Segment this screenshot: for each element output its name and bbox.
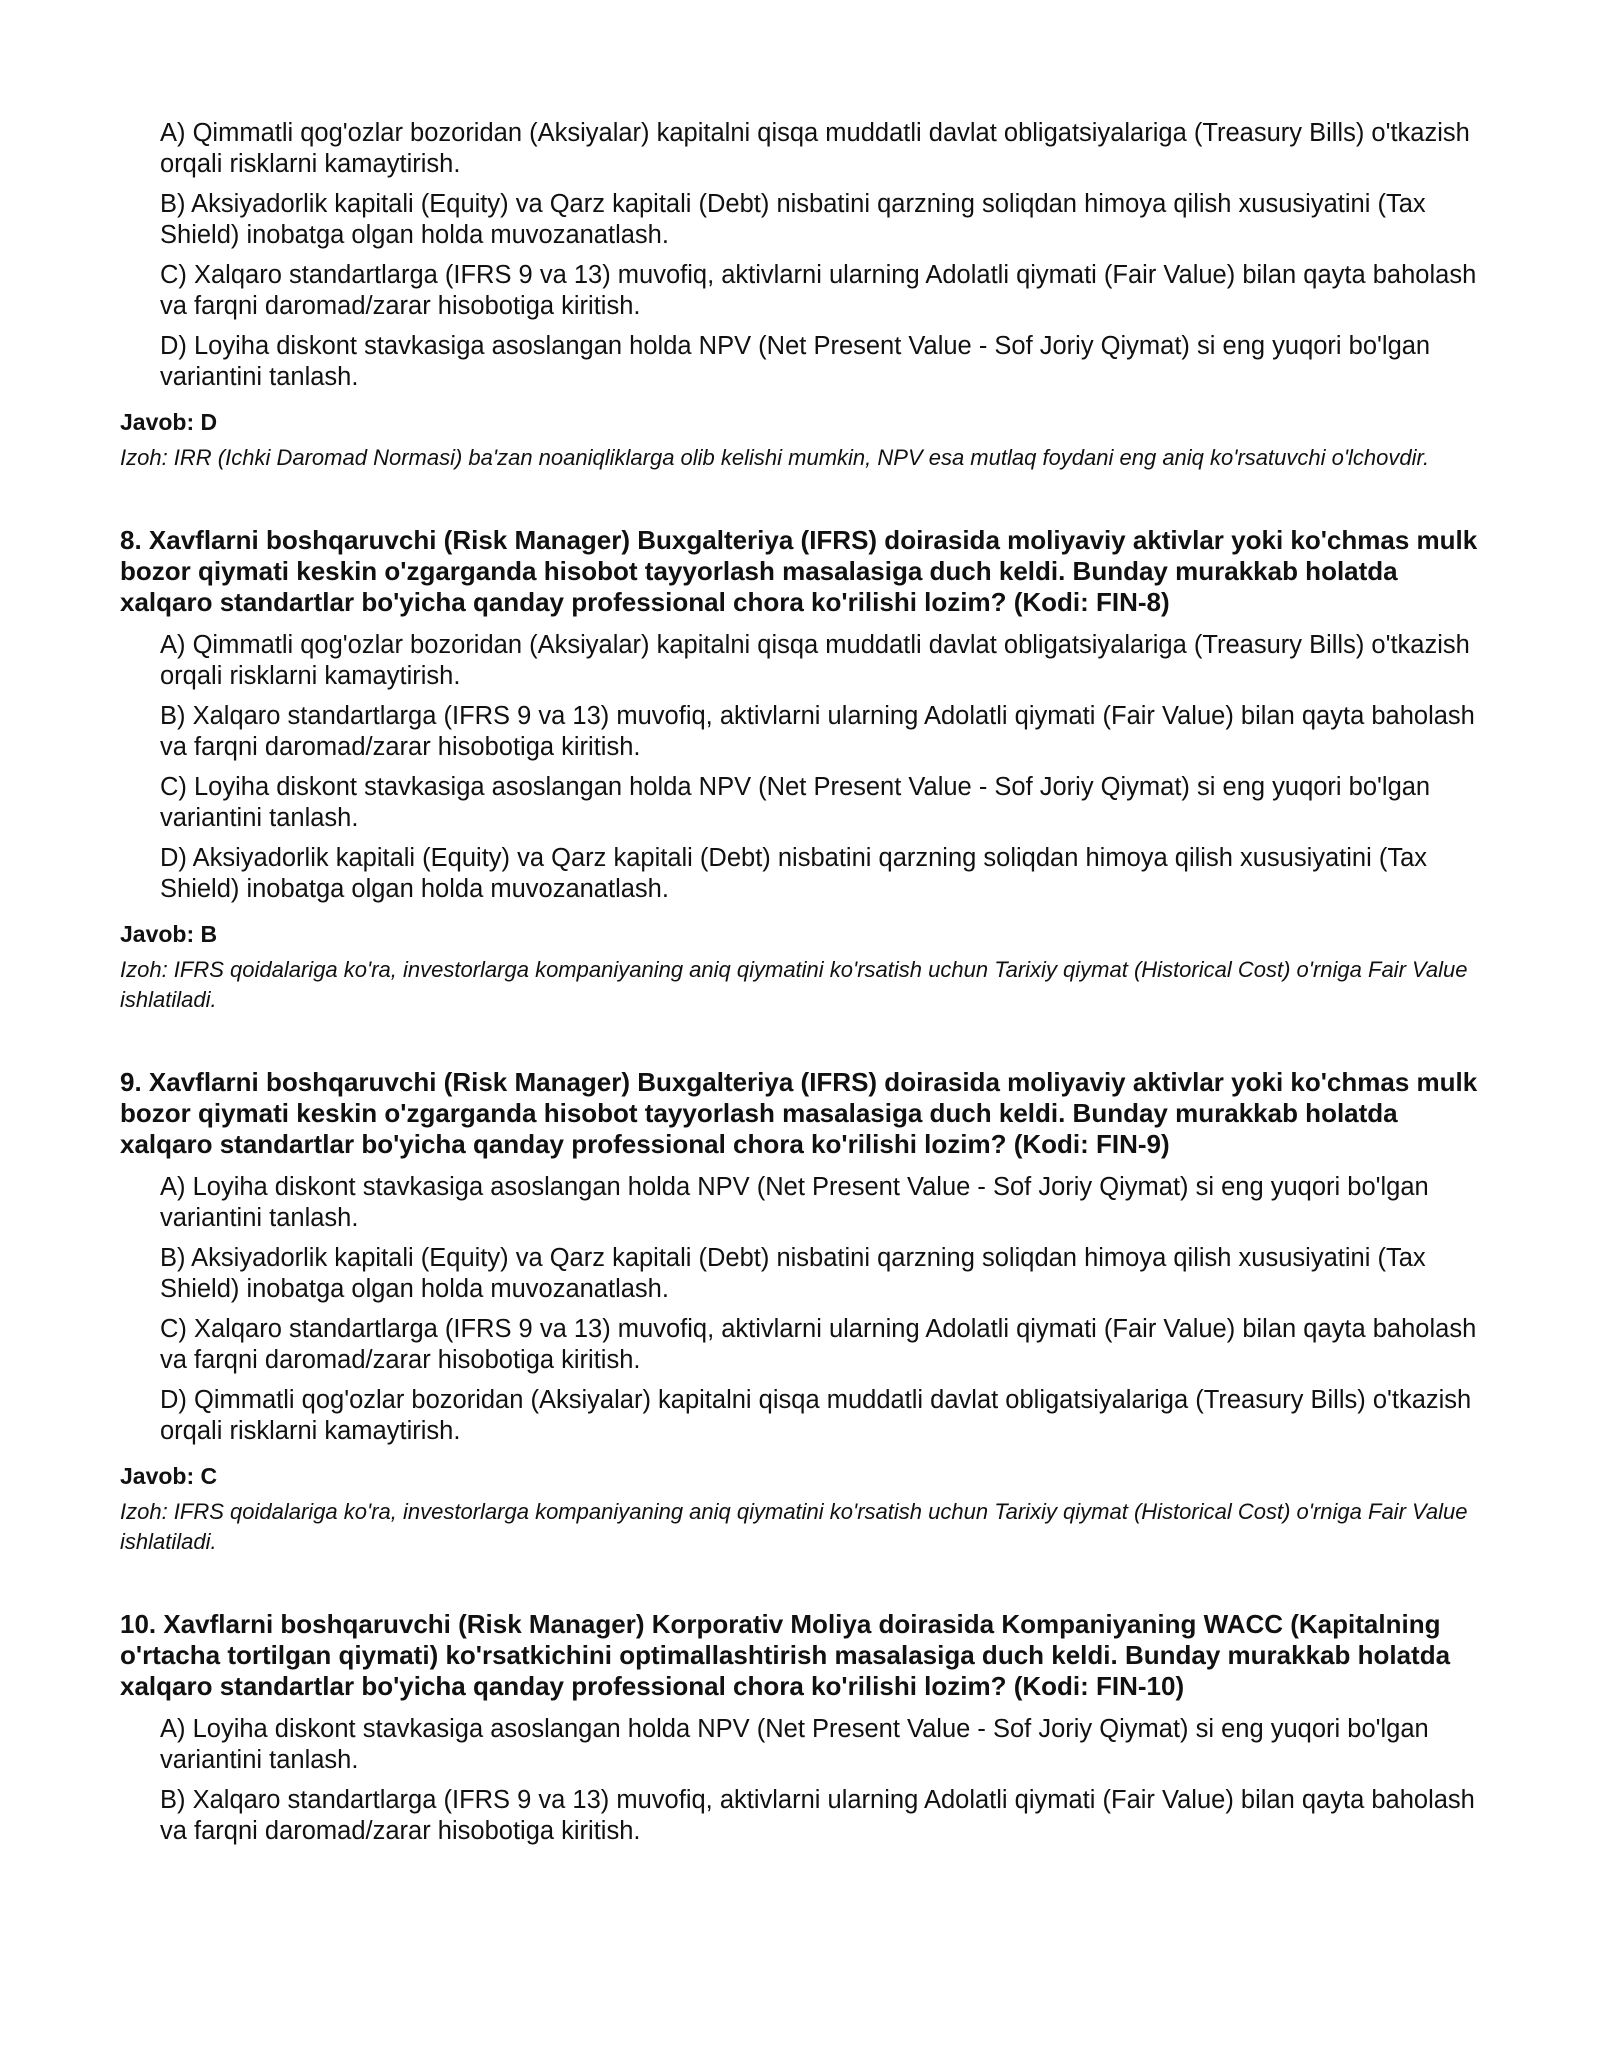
explanation-note: Izoh: IFRS qoidalariga ko'ra, investorlarga kompaniyaning aniq qiymatini ko'rsatish uchun Tarixiy qiymat (Historical Cost) o'rniga Fair Value ishlatiladi. [120, 957, 1468, 1012]
option-b: B) Xalqaro standartlarga (IFRS 9 va 13) muvofiq, aktivlarni ularning Adolatli qiymati (Fair Value) bilan qayta baholash va farqni daromad/zarar hisobotiga kiritish. [160, 1786, 1475, 1845]
question-text: 10. Xavflarni boshqaruvchi (Risk Manager) Korporativ Moliya doirasida Kompaniyaning WACC (Kapitalning o'rtacha tortilgan qiymati) ko'rsatkichini optimallashtirish masalasiga duch keldi. Bunday murakkab holatda xalqaro standartlar bo'yicha qanday professional chora ko'rilishi lozim? (Kodi: FIN-10) [120, 1609, 1451, 1701]
option-b: B) Aksiyadorlik kapitali (Equity) va Qarz kapitali (Debt) nisbatini qarzning soliqdan himoya qilish xususiyatini (Tax Shield) inobatga olgan holda muvozanatlash. [160, 1244, 1426, 1303]
answer-line: Javob: B [120, 921, 218, 947]
question-block-8 [120, 525, 1480, 1015]
option-c: C) Xalqaro standartlarga (IFRS 9 va 13) muvofiq, aktivlarni ularning Adolatli qiymati (Fair Value) bilan qayta baholash va farqni daromad/zarar hisobotiga kiritish. [160, 1315, 1477, 1374]
answer-line: Javob: D [120, 409, 218, 435]
option-a: A) Qimmatli qog'ozlar bozoridan (Aksiyalar) kapitalni qisqa muddatli davlat obligatsiyalariga (Treasury Bills) o'tkazish orqali risklarni kamaytirish. [160, 119, 1470, 178]
question-text: 9. Xavflarni boshqaruvchi (Risk Manager) Buxgalteriya (IFRS) doirasida moliyaviy aktivlar yoki ko'chmas mulk bozor qiymati keskin o'zgarganda hisobot tayyorlash masalasiga duch keldi. Bunday murakkab holatda xalqaro standartlar bo'yicha qanday professional chora ko'rilishi lozim? (Kodi: FIN-9) [120, 1067, 1478, 1159]
option-b: B) Xalqaro standartlarga (IFRS 9 va 13) muvofiq, aktivlarni ularning Adolatli qiymati (Fair Value) bilan qayta baholash va farqni daromad/zarar hisobotiga kiritish. [160, 702, 1475, 761]
question-text: 8. Xavflarni boshqaruvchi (Risk Manager) Buxgalteriya (IFRS) doirasida moliyaviy aktivlar yoki ko'chmas mulk bozor qiymati keskin o'zgarganda hisobot tayyorlash masalasiga duch keldi. Bunday murakkab holatda xalqaro standartlar bo'yicha qanday professional chora ko'rilishi lozim? (Kodi: FIN-8) [120, 525, 1478, 617]
option-a: A) Loyiha diskont stavkasiga asoslangan holda NPV (Net Present Value - Sof Joriy Qiymat) si eng yuqori bo'lgan variantini tanlash. [160, 1173, 1429, 1232]
question-block-10 [120, 1609, 1480, 1847]
option-a: A) Loyiha diskont stavkasiga asoslangan holda NPV (Net Present Value - Sof Joriy Qiymat) si eng yuqori bo'lgan variantini tanlash. [160, 1715, 1429, 1774]
option-d: D) Aksiyadorlik kapitali (Equity) va Qarz kapitali (Debt) nisbatini qarzning soliqdan himoya qilish xususiyatini (Tax Shield) inobatga olgan holda muvozanatlash. [160, 844, 1428, 903]
explanation-note: Izoh: IFRS qoidalariga ko'ra, investorlarga kompaniyaning aniq qiymatini ko'rsatish uchun Tarixiy qiymat (Historical Cost) o'rniga Fair Value ishlatiladi. [120, 1499, 1468, 1554]
option-a: A) Qimmatli qog'ozlar bozoridan (Aksiyalar) kapitalni qisqa muddatli davlat obligatsiyalariga (Treasury Bills) o'tkazish orqali risklarni kamaytirish. [160, 631, 1470, 690]
answer-line: Javob: C [120, 1463, 218, 1489]
option-c: C) Loyiha diskont stavkasiga asoslangan holda NPV (Net Present Value - Sof Joriy Qiymat) si eng yuqori bo'lgan variantini tanlash. [160, 773, 1431, 832]
question-block-7 [120, 118, 1480, 473]
option-d: D) Loyiha diskont stavkasiga asoslangan holda NPV (Net Present Value - Sof Joriy Qiymat) si eng yuqori bo'lgan variantini tanlash. [160, 332, 1431, 391]
option-c: C) Xalqaro standartlarga (IFRS 9 va 13) muvofiq, aktivlarni ularning Adolatli qiymati (Fair Value) bilan qayta baholash va farqni daromad/zarar hisobotiga kiritish. [160, 261, 1477, 320]
option-b: B) Aksiyadorlik kapitali (Equity) va Qarz kapitali (Debt) nisbatini qarzning soliqdan himoya qilish xususiyatini (Tax Shield) inobatga olgan holda muvozanatlash. [160, 190, 1426, 249]
option-d: D) Qimmatli qog'ozlar bozoridan (Aksiyalar) kapitalni qisqa muddatli davlat obligatsiyalariga (Treasury Bills) o'tkazish orqali risklarni kamaytirish. [160, 1386, 1472, 1445]
question-block-9 [120, 1067, 1480, 1557]
explanation-note: Izoh: IRR (Ichki Daromad Normasi) ba'zan noaniqliklarga olib kelishi mumkin, NPV esa mutlaq foydani eng aniq ko'rsatuvchi o'lchovdir. [120, 445, 1430, 470]
document-page [120, 118, 1480, 1856]
